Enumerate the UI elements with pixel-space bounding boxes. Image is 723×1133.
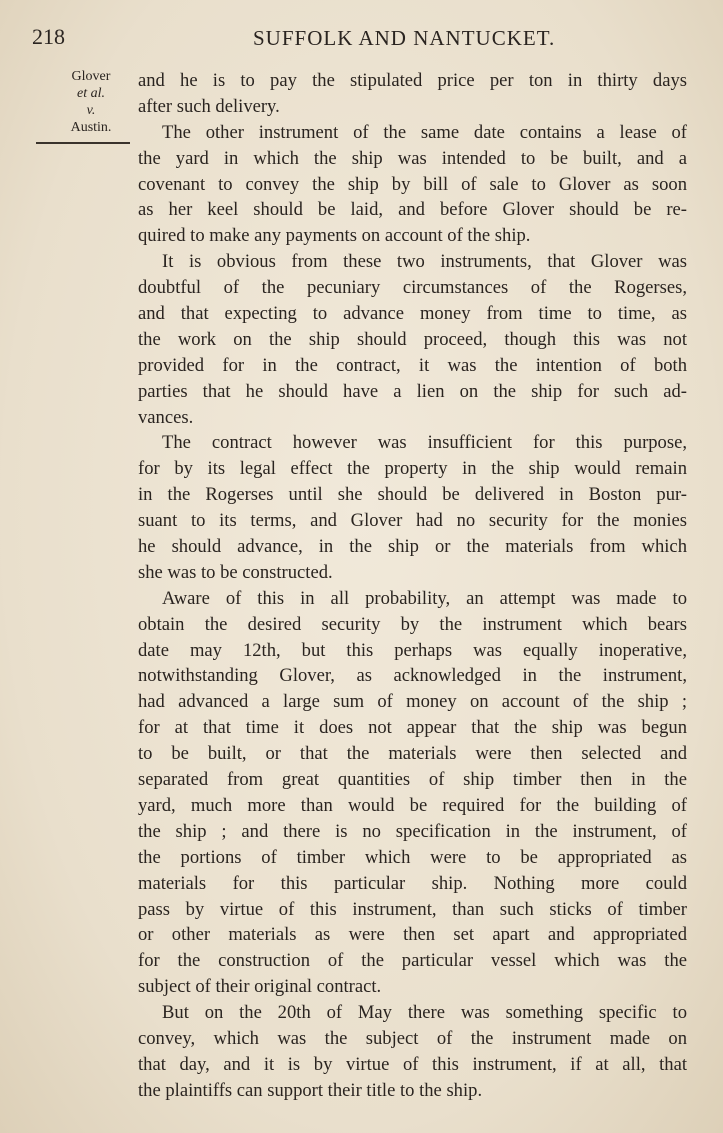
text-line: suant to its terms, and Glover had no security for the monies (138, 510, 687, 532)
text-line: the ship ; and there is no specification in the instrument, of (138, 820, 687, 842)
margin-note-line: Glover (71, 69, 111, 84)
margin-note (50, 68, 132, 136)
text-line: separated from great quantities of ship timber then in the (138, 769, 687, 791)
text-line: after such delivery. (138, 95, 280, 117)
text-line: vances. (138, 406, 194, 428)
text-line: Aware of this in all probability, an attempt was made to (162, 587, 687, 609)
text-line: yard, much more than would be required for the building of (138, 794, 687, 816)
text-line: that day, and it is by virtue of this instrument, if at all, that (138, 1053, 687, 1075)
text-line: It is obvious from these two instruments, that Glover was (162, 251, 687, 273)
text-line: for the construction of the particular vessel which was the (138, 950, 687, 972)
text-line: date may 12th, but this perhaps was equally inoperative, (138, 639, 687, 661)
text-line: materials for this particular ship. Nothing more could (138, 872, 687, 894)
text-line: convey, which was the subject of the instrument made on (138, 1027, 687, 1049)
margin-rule (36, 142, 130, 144)
text-line: parties that he should have a lien on the ship for such ad- (138, 380, 687, 402)
text-line: But on the 20th of May there was something specific to (162, 1002, 687, 1024)
text-line: to be built, or that the materials were then selected and (138, 743, 687, 765)
margin-note-line: et al. (77, 86, 105, 101)
text-line: provided for in the contract, it was the intention of both (138, 354, 687, 376)
text-line: The contract however was insufficient for this purpose, (162, 432, 687, 454)
text-line: The other instrument of the same date contains a lease of (162, 121, 687, 143)
text-line: for at that time it does not appear that the ship was begun (138, 717, 687, 739)
text-line: doubtful of the pecuniary circumstances of the Rogerses, (138, 277, 687, 299)
text-line: and he is to pay the stipulated price per ton in thirty days (138, 70, 687, 91)
text-line: pass by virtue of this instrument, than such sticks of timber (138, 898, 687, 920)
text-line: notwithstanding Glover, as acknowledged in the instrument, (138, 665, 687, 687)
text-line: she was to be constructed. (138, 561, 333, 583)
text-line: had advanced a large sum of money on account of the ship ; (138, 691, 687, 713)
margin-note-line: v. (86, 103, 96, 118)
text-line: subject of their original contract. (138, 976, 382, 998)
body-text (138, 68, 687, 1104)
text-line: he should advance, in the ship or the materials from which (138, 536, 687, 558)
page-number: 218 (32, 24, 65, 49)
text-line: as her keel should be laid, and before Glover should be re- (138, 199, 687, 221)
text-line: and that expecting to advance money from time to time, as (138, 303, 687, 325)
text-line: in the Rogerses until she should be delivered in Boston pur- (138, 484, 687, 506)
text-line: for by its legal effect the property in the ship would remain (138, 458, 687, 480)
text-line: the work on the ship should proceed, though this was not (138, 328, 687, 350)
text-line: quired to make any payments on account of the ship. (138, 225, 531, 247)
text-line: or other materials as were then set apart and appropriated (138, 924, 687, 946)
text-line: the plaintiffs can support their title to the ship. (138, 1079, 483, 1101)
text-line: the yard in which the ship was intended to be built, and a (138, 147, 687, 169)
running-title: SUFFOLK AND NANTUCKET. (253, 26, 556, 50)
text-line: obtain the desired security by the instrument which bears (138, 613, 687, 635)
text-line: covenant to convey the ship by bill of sale to Glover as soon (138, 173, 687, 195)
text-line: the portions of timber which were to be appropriated as (138, 846, 687, 868)
margin-note-line: Austin. (70, 120, 112, 135)
